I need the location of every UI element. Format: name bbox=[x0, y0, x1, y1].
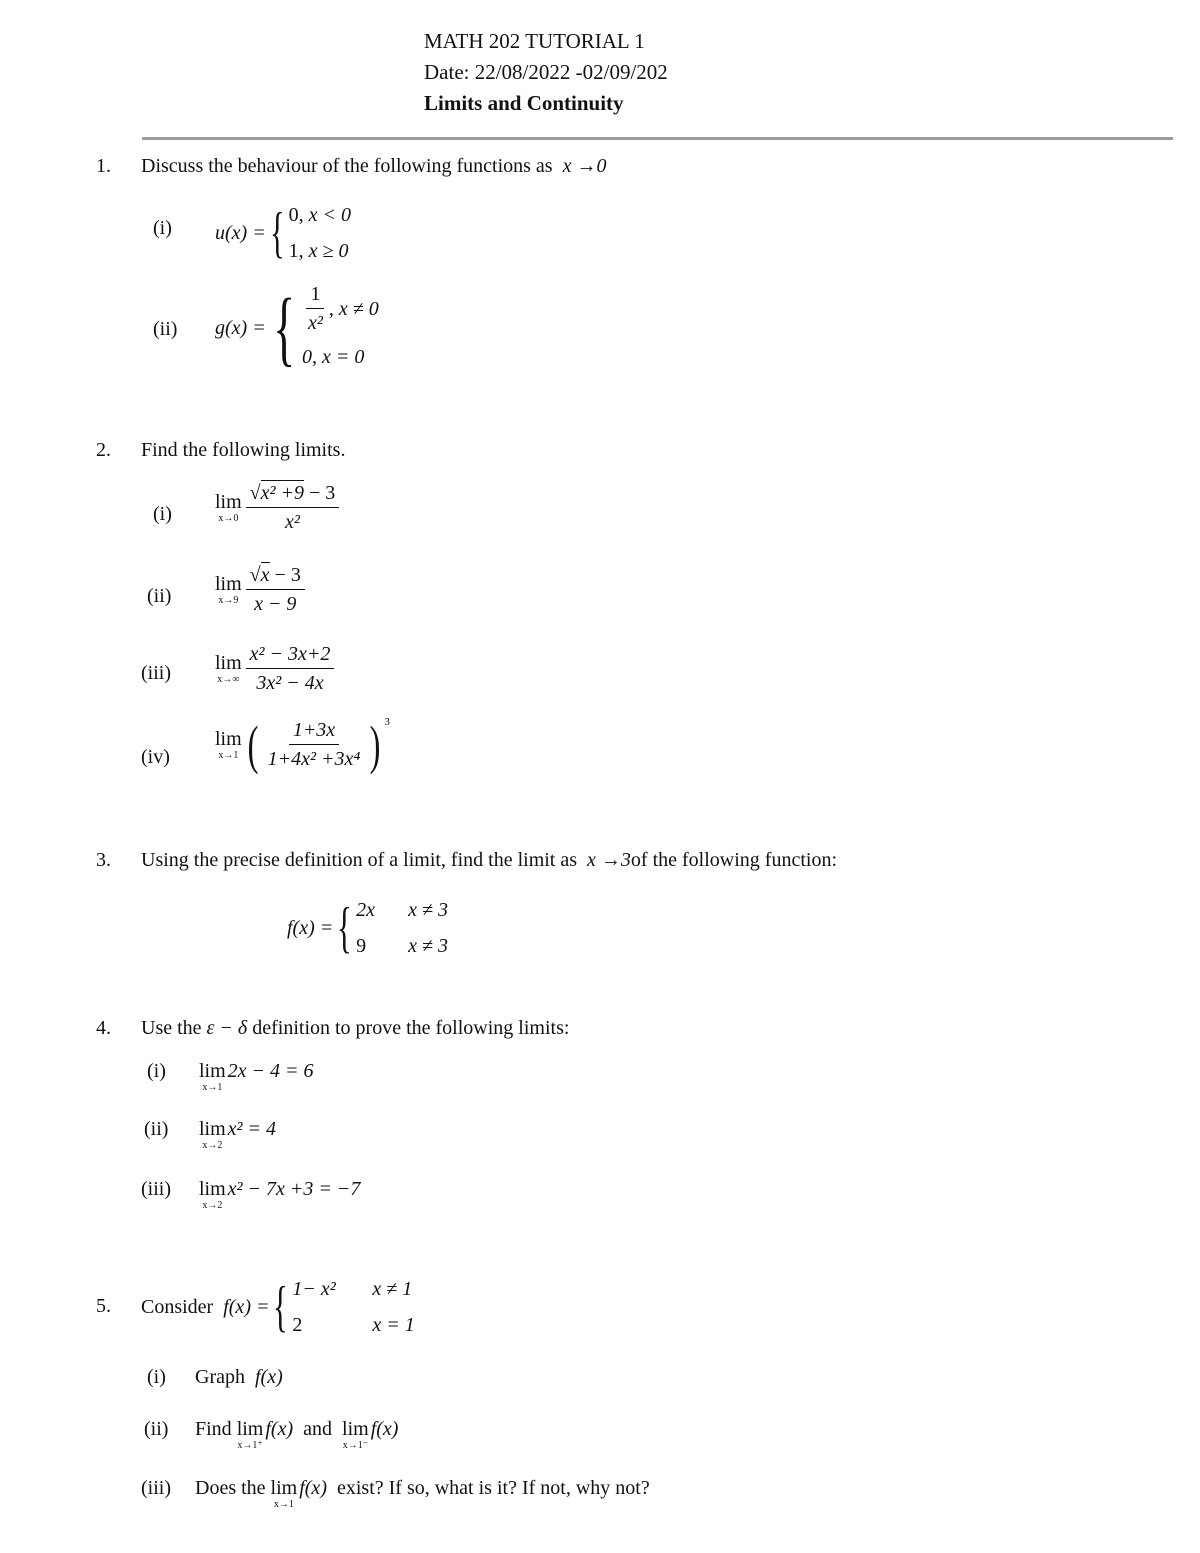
fraction bbox=[246, 640, 335, 697]
denominator: x − 9 bbox=[254, 593, 297, 615]
lim-word: lim bbox=[342, 1418, 369, 1440]
part-text: Graph bbox=[195, 1366, 245, 1388]
question-prompt: Using the precise definition of a limit, find the limit as bbox=[141, 849, 578, 871]
q5-part-iii bbox=[141, 1477, 650, 1511]
limit-operator bbox=[215, 652, 242, 686]
function-lhs: f(x) = bbox=[287, 916, 334, 939]
case-condition: x ≠ 3 bbox=[408, 899, 448, 921]
limit-expression: x² − 7x +3 = −7 bbox=[227, 1178, 361, 1200]
lim-word: lim bbox=[270, 1477, 298, 1499]
case-value: 0, bbox=[288, 204, 304, 226]
numerator: 1+3x bbox=[289, 716, 339, 745]
question-number: 4. bbox=[96, 1017, 111, 1039]
lim-subscript: x→0 bbox=[218, 512, 239, 524]
sqrt: √x² +9 bbox=[249, 482, 305, 504]
question-prompt-tail: definition to prove the following limits: bbox=[252, 1017, 570, 1039]
case-condition: x ≠ 1 bbox=[372, 1278, 413, 1300]
left-brace: { bbox=[273, 1276, 289, 1338]
exponent: 3 bbox=[384, 716, 390, 728]
denominator: x² bbox=[308, 312, 323, 334]
course-title: MATH 202 TUTORIAL 1 bbox=[424, 29, 645, 53]
question-text bbox=[141, 1017, 569, 1040]
question-number: 3. bbox=[96, 849, 111, 871]
function-expression: f(x) bbox=[265, 1418, 294, 1440]
limit-operator bbox=[215, 728, 242, 762]
fraction bbox=[264, 716, 365, 773]
right-paren: ) bbox=[369, 714, 381, 775]
lim-subscript: x→2 bbox=[202, 1200, 223, 1211]
q5-part-ii bbox=[144, 1418, 398, 1452]
lim-subscript: x→1 bbox=[202, 1082, 223, 1093]
case-condition: x < 0 bbox=[308, 204, 351, 226]
q1-part-ii bbox=[153, 281, 379, 375]
left-brace: { bbox=[272, 281, 295, 375]
lim-subscript: x→1 bbox=[273, 1499, 294, 1510]
lim-word: lim bbox=[215, 651, 242, 674]
part-label: (i) bbox=[153, 503, 172, 525]
q2-part-iv bbox=[141, 714, 390, 775]
limit-operator bbox=[199, 1060, 226, 1094]
case-value: 1− x² bbox=[292, 1278, 336, 1300]
fraction bbox=[304, 280, 327, 337]
q3-function bbox=[287, 892, 448, 964]
denominator: 1+4x² +3x⁴ bbox=[267, 748, 361, 770]
part-label: (ii) bbox=[147, 585, 172, 607]
fraction bbox=[246, 561, 305, 618]
header bbox=[424, 26, 668, 119]
part-text: Does the bbox=[195, 1477, 266, 1499]
epsilon-delta: ε − δ bbox=[206, 1017, 248, 1039]
question-number: 1. bbox=[96, 155, 111, 177]
case-value: 2 bbox=[292, 1314, 303, 1336]
case-condition: x ≥ 0 bbox=[308, 240, 349, 262]
question-text bbox=[141, 155, 606, 178]
piecewise-cases bbox=[356, 892, 448, 964]
radicand: x bbox=[260, 564, 270, 586]
piecewise-cases bbox=[302, 280, 379, 377]
piecewise-cases bbox=[292, 1271, 414, 1343]
left-brace: { bbox=[269, 202, 285, 264]
lim-subscript: x→1⁺ bbox=[237, 1440, 263, 1451]
lim-subscript: x→1 bbox=[218, 749, 239, 761]
limit-operator bbox=[271, 1477, 298, 1511]
case-condition: x ≠ 3 bbox=[408, 935, 448, 957]
part-label: (iii) bbox=[141, 662, 171, 684]
function-lhs: f(x) = bbox=[223, 1295, 270, 1318]
question-text bbox=[141, 1271, 415, 1343]
function-expression: f(x) bbox=[299, 1477, 327, 1499]
header-divider bbox=[142, 137, 1173, 140]
numerator-tail: − 3 bbox=[269, 564, 301, 586]
tutorial-topic: Limits and Continuity bbox=[424, 91, 624, 115]
denominator: 3x² − 4x bbox=[256, 672, 324, 694]
case-condition: x = 1 bbox=[372, 1314, 415, 1336]
conjunction: and bbox=[303, 1418, 333, 1440]
question-text bbox=[141, 849, 837, 872]
lim-word: lim bbox=[215, 727, 242, 750]
q2-part-ii bbox=[147, 564, 301, 615]
limit-condition: x →3 bbox=[587, 849, 631, 871]
radicand: x² +9 bbox=[260, 482, 305, 504]
limit-operator bbox=[199, 1178, 226, 1212]
lim-subscript: x→∞ bbox=[217, 673, 240, 685]
part-label: (i) bbox=[147, 1060, 166, 1082]
function-lhs: u(x) = bbox=[215, 221, 266, 244]
part-label: (iv) bbox=[141, 746, 170, 768]
function-expression: f(x) bbox=[254, 1366, 283, 1388]
numerator: x² − 3x+2 bbox=[246, 640, 335, 669]
function-lhs: g(x) = bbox=[215, 317, 266, 339]
case-condition: , x ≠ 0 bbox=[328, 297, 379, 320]
function-expression: f(x) bbox=[370, 1418, 399, 1440]
date-line: Date: 22/08/2022 -02/09/202 bbox=[424, 60, 668, 84]
left-brace: { bbox=[337, 897, 353, 959]
numerator-tail: − 3 bbox=[304, 482, 336, 504]
lim-word: lim bbox=[199, 1178, 226, 1200]
part-text: Find bbox=[195, 1418, 232, 1440]
limit-operator bbox=[237, 1418, 264, 1452]
part-label: (i) bbox=[147, 1366, 166, 1388]
case-value: 1, bbox=[288, 240, 304, 262]
part-text-tail: exist? If so, what is it? If not, why not? bbox=[336, 1477, 650, 1499]
limit-operator bbox=[199, 1118, 226, 1152]
q1-part-i bbox=[153, 202, 351, 264]
lim-word: lim bbox=[199, 1060, 226, 1082]
part-label: (iii) bbox=[141, 1477, 171, 1499]
part-label: (ii) bbox=[153, 318, 178, 340]
q4-part-i bbox=[147, 1060, 314, 1093]
limit-operator bbox=[215, 573, 242, 607]
lim-word: lim bbox=[215, 490, 242, 513]
denominator: x² bbox=[285, 511, 300, 533]
part-label: (ii) bbox=[144, 1118, 169, 1140]
question-text: Find the following limits. bbox=[141, 439, 346, 461]
numerator: 1 bbox=[306, 280, 324, 309]
limit-expression: x² = 4 bbox=[227, 1118, 277, 1140]
question-prompt-tail: of the following function: bbox=[630, 849, 837, 871]
lim-subscript: x→1⁻ bbox=[342, 1440, 368, 1451]
question-number: 5. bbox=[96, 1295, 111, 1317]
limit-expression: 2x − 4 = 6 bbox=[227, 1060, 314, 1082]
q4-part-iii bbox=[141, 1178, 361, 1211]
lim-word: lim bbox=[215, 572, 242, 595]
case-value: 0, x = 0 bbox=[302, 346, 365, 368]
part-label: (i) bbox=[153, 217, 172, 239]
fraction bbox=[246, 479, 340, 536]
case-value: 9 bbox=[356, 935, 367, 957]
lim-subscript: x→2 bbox=[202, 1140, 223, 1151]
q2-part-i bbox=[153, 482, 336, 533]
limit-operator bbox=[215, 491, 242, 525]
piecewise-cases bbox=[289, 197, 351, 269]
case-value: 2x bbox=[356, 899, 376, 921]
q4-part-ii bbox=[144, 1118, 277, 1151]
limit-condition: x →0 bbox=[562, 155, 607, 177]
q5-part-i bbox=[147, 1366, 283, 1389]
part-label: (iii) bbox=[141, 1178, 171, 1200]
question-prompt: Use the bbox=[141, 1017, 202, 1039]
limit-operator bbox=[342, 1418, 369, 1452]
lim-subscript: x→9 bbox=[218, 594, 239, 606]
part-label: (ii) bbox=[144, 1418, 169, 1440]
question-number: 2. bbox=[96, 439, 111, 461]
q2-part-iii bbox=[141, 643, 331, 694]
sqrt: √x bbox=[249, 564, 270, 586]
question-prompt: Discuss the behaviour of the following functions as bbox=[141, 155, 553, 177]
lim-word: lim bbox=[236, 1418, 264, 1440]
lim-word: lim bbox=[199, 1118, 226, 1140]
left-paren: ( bbox=[247, 714, 259, 775]
question-prompt: Consider bbox=[141, 1295, 214, 1318]
